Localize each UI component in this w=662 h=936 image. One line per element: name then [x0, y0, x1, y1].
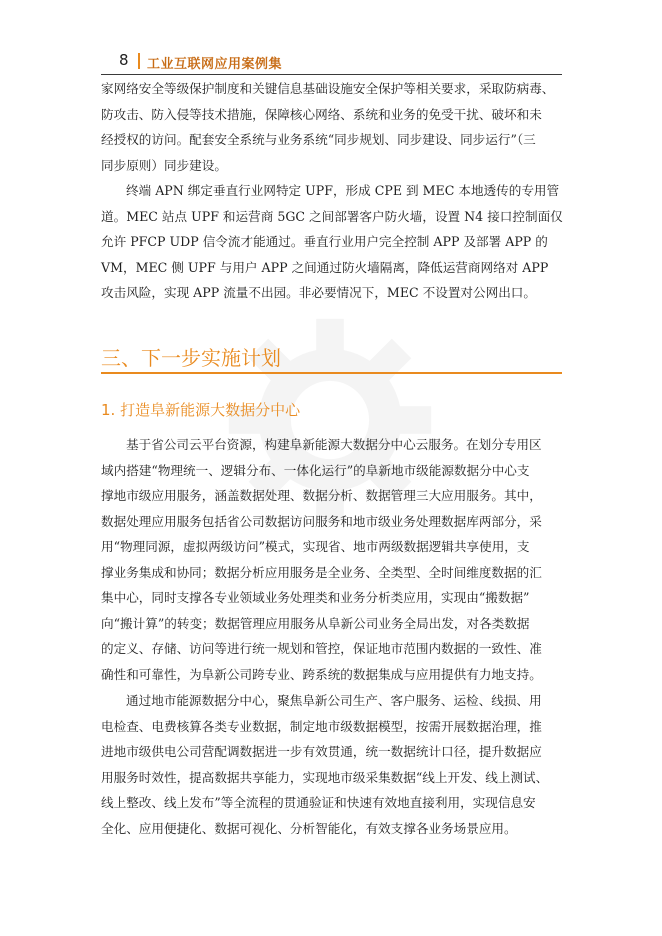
paragraph-line: 基于省公司云平台资源，构建阜新能源大数据分中心云服务。在划分专用区	[126, 437, 542, 452]
paragraph-line: VM，MEC 侧 UPF 与用户 APP 之间通过防火墙隔离，降低运营商网络对 APP	[101, 259, 549, 275]
section-heading	[101, 338, 562, 374]
paragraph-line: 用“物理同源，虚拟两级访问”模式，实现省、地市两级数据逻辑共享使用，支	[101, 539, 530, 554]
paragraph-line: 域内搭建“物理统一、逻辑分布、一体化运行”的阜新地市级能源数据分中心支	[101, 462, 530, 478]
paragraph-line: 进地市级供电公司营配调数据进一步有效贯通，统一数据统计口径，提升数据应	[101, 744, 542, 759]
paragraph-line: 家网络安全等级保护制度和关键信息基础设施安全保护等相关要求，采取防病毒、	[101, 81, 555, 96]
header-divider	[138, 53, 140, 69]
top-paragraph-2	[101, 178, 562, 306]
paragraph-line: 通过地市能源数据分中心，聚焦阜新公司生产、客户服务、运检、线损、用	[126, 693, 542, 708]
paragraph-line: 电检查、电费核算各类专业数据，制定地市级数据模型，按需开展数据治理，推	[101, 718, 542, 734]
section-heading-text: 三、下一步实施计划	[101, 346, 281, 370]
top-paragraph-1	[101, 76, 562, 178]
paragraph-line: 确性和可靠性，为阜新公司跨专业、跨系统的数据集成与应用提供有力地支持。	[101, 666, 542, 682]
body-paragraph-1	[101, 432, 562, 687]
paragraph-line: 用服务时效性，提高数据共享能力，实现地市级采集数据“线上开发、线上测试、	[101, 769, 549, 785]
paragraph-line: 数据处理应用服务包括省公司数据访问服务和地市级业务处理数据库两部分，采	[101, 513, 542, 529]
paragraph-line: 终端 APN 绑定垂直行业网特定 UPF，形成 CPE 到 MEC 本地透传的专用管	[126, 183, 560, 198]
paragraph-line: 同步原则）同步建设。	[101, 157, 227, 173]
paragraph-line: 攻击风险，实现 APP 流量不出园。非必要情况下，MEC 不设置对公网出口。	[101, 285, 536, 300]
paragraph-line: 防攻击、防入侵等技术措施，保障核心网络、系统和业务的免受干扰、破坏和未	[101, 106, 542, 122]
paragraph-line: 道。MEC 站点 UPF 和运营商 5GC 之间部署客户防火墙，设置 N4 接口控制面仅	[101, 208, 563, 224]
body-paragraph-2	[101, 688, 562, 841]
paragraph-line: 全化、应用便捷化、数据可视化、分析智能化，有效支撑各业务场景应用。	[101, 820, 517, 836]
page-number: 8	[119, 51, 129, 69]
paragraph-line: 经授权的访问。配套安全系统与业务系统“同步规划、同步建设、同步运行”（三	[101, 132, 536, 147]
paragraph-line: 的定义、存储、访问等进行统一规划和管控，保证地市范围内数据的一致性、准	[101, 641, 542, 656]
paragraph-line: 线上整改、线上发布”等全流程的贯通验证和快速有效地直接利用，实现信息安	[101, 795, 536, 810]
paragraph-line: 集中心，同时支撑各专业领域业务处理类和业务分析类应用，实现由“搬数据”	[101, 590, 530, 605]
paragraph-line: 允许 PFCP UDP 信令流才能通过。垂直行业用户完全控制 APP 及部署 APP 的	[101, 234, 548, 249]
paragraph-line: 撑地市级应用服务，涵盖数据处理、数据分析、数据管理三大应用服务。其中，	[101, 488, 542, 503]
paragraph-line: 撑业务集成和协同；数据分析应用服务是全业务、全类型、全时间维度数据的汇	[101, 564, 542, 580]
header-title: 工业互联网应用案例集	[147, 57, 283, 72]
subsection-heading: 1. 打造阜新能源大数据分中心	[101, 401, 301, 419]
paragraph-line: 向“搬计算”的转变；数据管理应用服务从阜新公司业务全局出发，对各类数据	[101, 615, 530, 631]
page-header	[101, 50, 562, 75]
